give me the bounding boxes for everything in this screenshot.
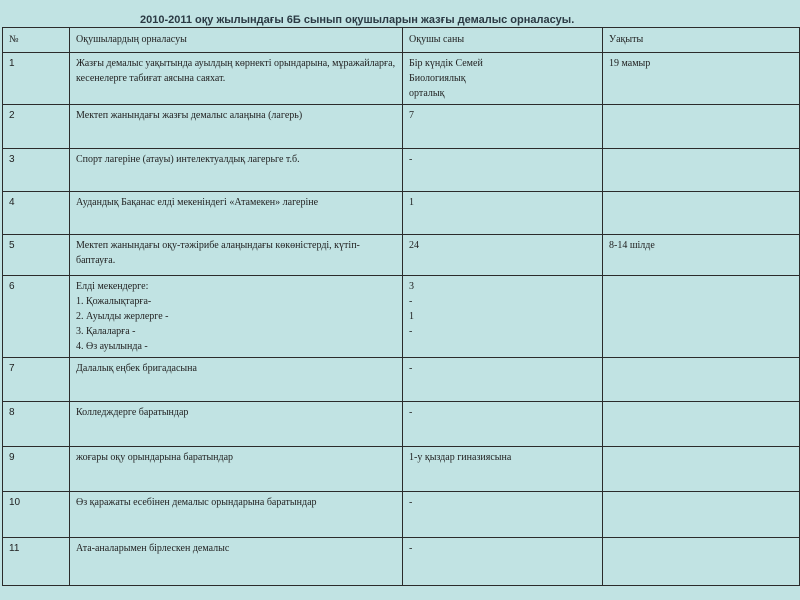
table-header-row <box>3 28 800 53</box>
table-row <box>3 538 800 586</box>
table-row <box>3 149 800 192</box>
row-placement: Елді мекендерге: 1. Қожалықтарға- 2. Ауылды жерлерге - 3. Қалаларға - 4. Өз ауылында - <box>70 276 403 358</box>
row-time <box>603 276 800 358</box>
row-placement: Далалық еңбек бригадасына <box>70 358 403 402</box>
row-count: - <box>403 402 603 447</box>
row-count: 1 <box>403 192 603 235</box>
row-number: 8 <box>3 402 70 447</box>
row-number: 9 <box>3 447 70 492</box>
row-placement: Аудандық Бақанас елді мекеніндегі «Атамекен» лагеріне <box>70 192 403 235</box>
table-row <box>3 105 800 149</box>
row-count: - <box>403 538 603 586</box>
row-time: 8-14 шілде <box>603 235 800 276</box>
row-count: 7 <box>403 105 603 149</box>
table-row <box>3 447 800 492</box>
row-placement: Колледждерге баратындар <box>70 402 403 447</box>
row-count: - <box>403 149 603 192</box>
row-time <box>603 105 800 149</box>
header-time: Уақыты <box>603 28 800 53</box>
table-row <box>3 402 800 447</box>
row-time <box>603 492 800 538</box>
row-count: - <box>403 358 603 402</box>
row-time <box>603 192 800 235</box>
row-time <box>603 358 800 402</box>
row-placement: Өз қаражаты есебінен демалыс орындарына баратындар <box>70 492 403 538</box>
placement-table <box>2 27 800 586</box>
table-row <box>3 358 800 402</box>
row-placement: Мектеп жанындағы жазғы демалыс алаңына (лагерь) <box>70 105 403 149</box>
row-placement: Жазғы демалыс уақытында ауылдың көрнекті орындарына, мұражайларға, кесенелерге табиғат аясына саяхат. <box>70 53 403 105</box>
row-number: 10 <box>3 492 70 538</box>
row-count: 3 - 1 - <box>403 276 603 358</box>
row-placement: Спорт лагеріне (атауы) интелектуалдық лагерьге т.б. <box>70 149 403 192</box>
row-count: 1-у қыздар гиназиясына <box>403 447 603 492</box>
table-row <box>3 53 800 105</box>
row-time <box>603 149 800 192</box>
row-time: 19 мамыр <box>603 53 800 105</box>
table-row <box>3 192 800 235</box>
row-number: 1 <box>3 53 70 105</box>
row-time <box>603 447 800 492</box>
header-student-count: Оқушы саны <box>403 28 603 53</box>
header-number: № <box>3 28 70 53</box>
row-number: 6 <box>3 276 70 358</box>
row-placement: Мектеп жанындағы оқу-тәжірибе алаңындағы көкөністерді, күтіп-баптауға. <box>70 235 403 276</box>
row-count: 24 <box>403 235 603 276</box>
row-number: 4 <box>3 192 70 235</box>
row-number: 5 <box>3 235 70 276</box>
table-row <box>3 235 800 276</box>
row-time <box>603 402 800 447</box>
row-time <box>603 538 800 586</box>
row-placement: жоғары оқу орындарына баратындар <box>70 447 403 492</box>
row-number: 11 <box>3 538 70 586</box>
row-placement: Ата-аналарымен бірлескен демалыс <box>70 538 403 586</box>
row-number: 2 <box>3 105 70 149</box>
table-row <box>3 276 800 358</box>
row-count: - <box>403 492 603 538</box>
table-row <box>3 492 800 538</box>
header-placement: Оқушылардың орналасуы <box>70 28 403 53</box>
document-title: 2010-2011 оқу жылындағы 6Б сынып оқушыларын жазғы демалыс орналасуы. <box>140 14 575 26</box>
row-count: Бір күндік Семей Биологиялық орталық <box>403 53 603 105</box>
row-number: 3 <box>3 149 70 192</box>
row-number: 7 <box>3 358 70 402</box>
